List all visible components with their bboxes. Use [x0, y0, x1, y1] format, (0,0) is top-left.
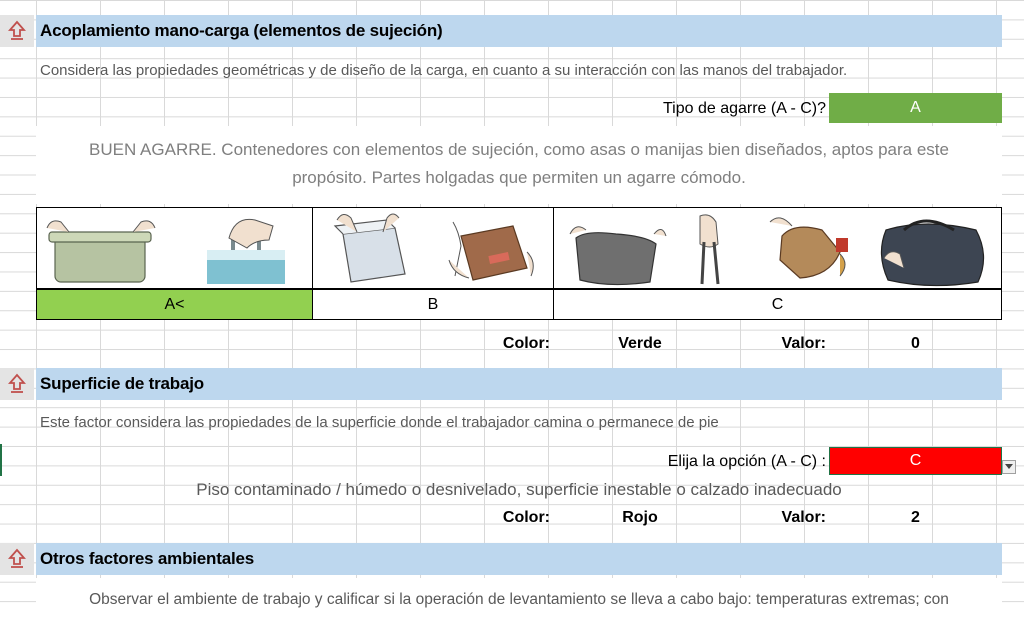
valor-label: Valor:: [781, 335, 826, 352]
section-title: Acoplamiento mano-carga (elementos de sujeción): [40, 21, 443, 40]
up-arrow-icon[interactable]: [0, 15, 34, 47]
surface-option-select[interactable]: C: [829, 447, 1002, 475]
section-header-superficie: [36, 368, 1002, 400]
chevron-down-icon[interactable]: [1002, 460, 1016, 474]
section-title: Otros factores ambientales: [40, 549, 254, 568]
option-c-label[interactable]: C: [553, 289, 1002, 320]
section-title: Superficie de trabajo: [40, 374, 204, 393]
section-header-acoplamiento: [36, 15, 1002, 47]
grip-type-label: Tipo de agarre (A - C)?: [662, 100, 826, 117]
valor-value: 0: [911, 335, 920, 352]
up-arrow-icon[interactable]: [0, 368, 34, 400]
grip-description: BUEN AGARRE. Contenedores con elementos de sujeción, como asas o manijas bien diseñados, aptos para este propósito. Partes holgadas que permiten un agarre cómodo.: [89, 140, 949, 187]
option-label: Elija la opción (A - C) :: [667, 453, 826, 470]
grip-type-value[interactable]: A: [829, 93, 1002, 123]
section-description: Considera las propiedades geométricas y de diseño de la carga, en cuanto a su interacción con las manos del trabajador.: [40, 62, 848, 79]
option-a-pictures: [36, 207, 313, 289]
option-b-pictures: [312, 207, 554, 289]
color-label: Color:: [502, 509, 550, 526]
valor-value: 2: [911, 509, 920, 526]
color-value: Verde: [618, 335, 662, 352]
valor-label: Valor:: [781, 509, 826, 526]
section-header-otros: [36, 543, 1002, 575]
color-value: Rojo: [622, 509, 658, 526]
color-label: Color:: [502, 335, 550, 352]
option-c-pictures: [553, 207, 1002, 289]
section-description: Observar el ambiente de trabajo y calificar si la operación de levantamiento se lleva a cabo bajo: temperaturas extremas; con: [89, 591, 949, 608]
grip-options-table: [36, 207, 1002, 320]
surface-result-text: Piso contaminado / húmedo o desnivelado, superficie inestable o calzado inadecuado: [196, 480, 842, 499]
section-description: Este factor considera las propiedades de la superficie donde el trabajador camina o permanece de pie: [40, 414, 719, 431]
up-arrow-icon[interactable]: [0, 543, 34, 575]
option-b-label[interactable]: B: [312, 289, 554, 320]
option-a-label[interactable]: A<: [36, 289, 313, 320]
